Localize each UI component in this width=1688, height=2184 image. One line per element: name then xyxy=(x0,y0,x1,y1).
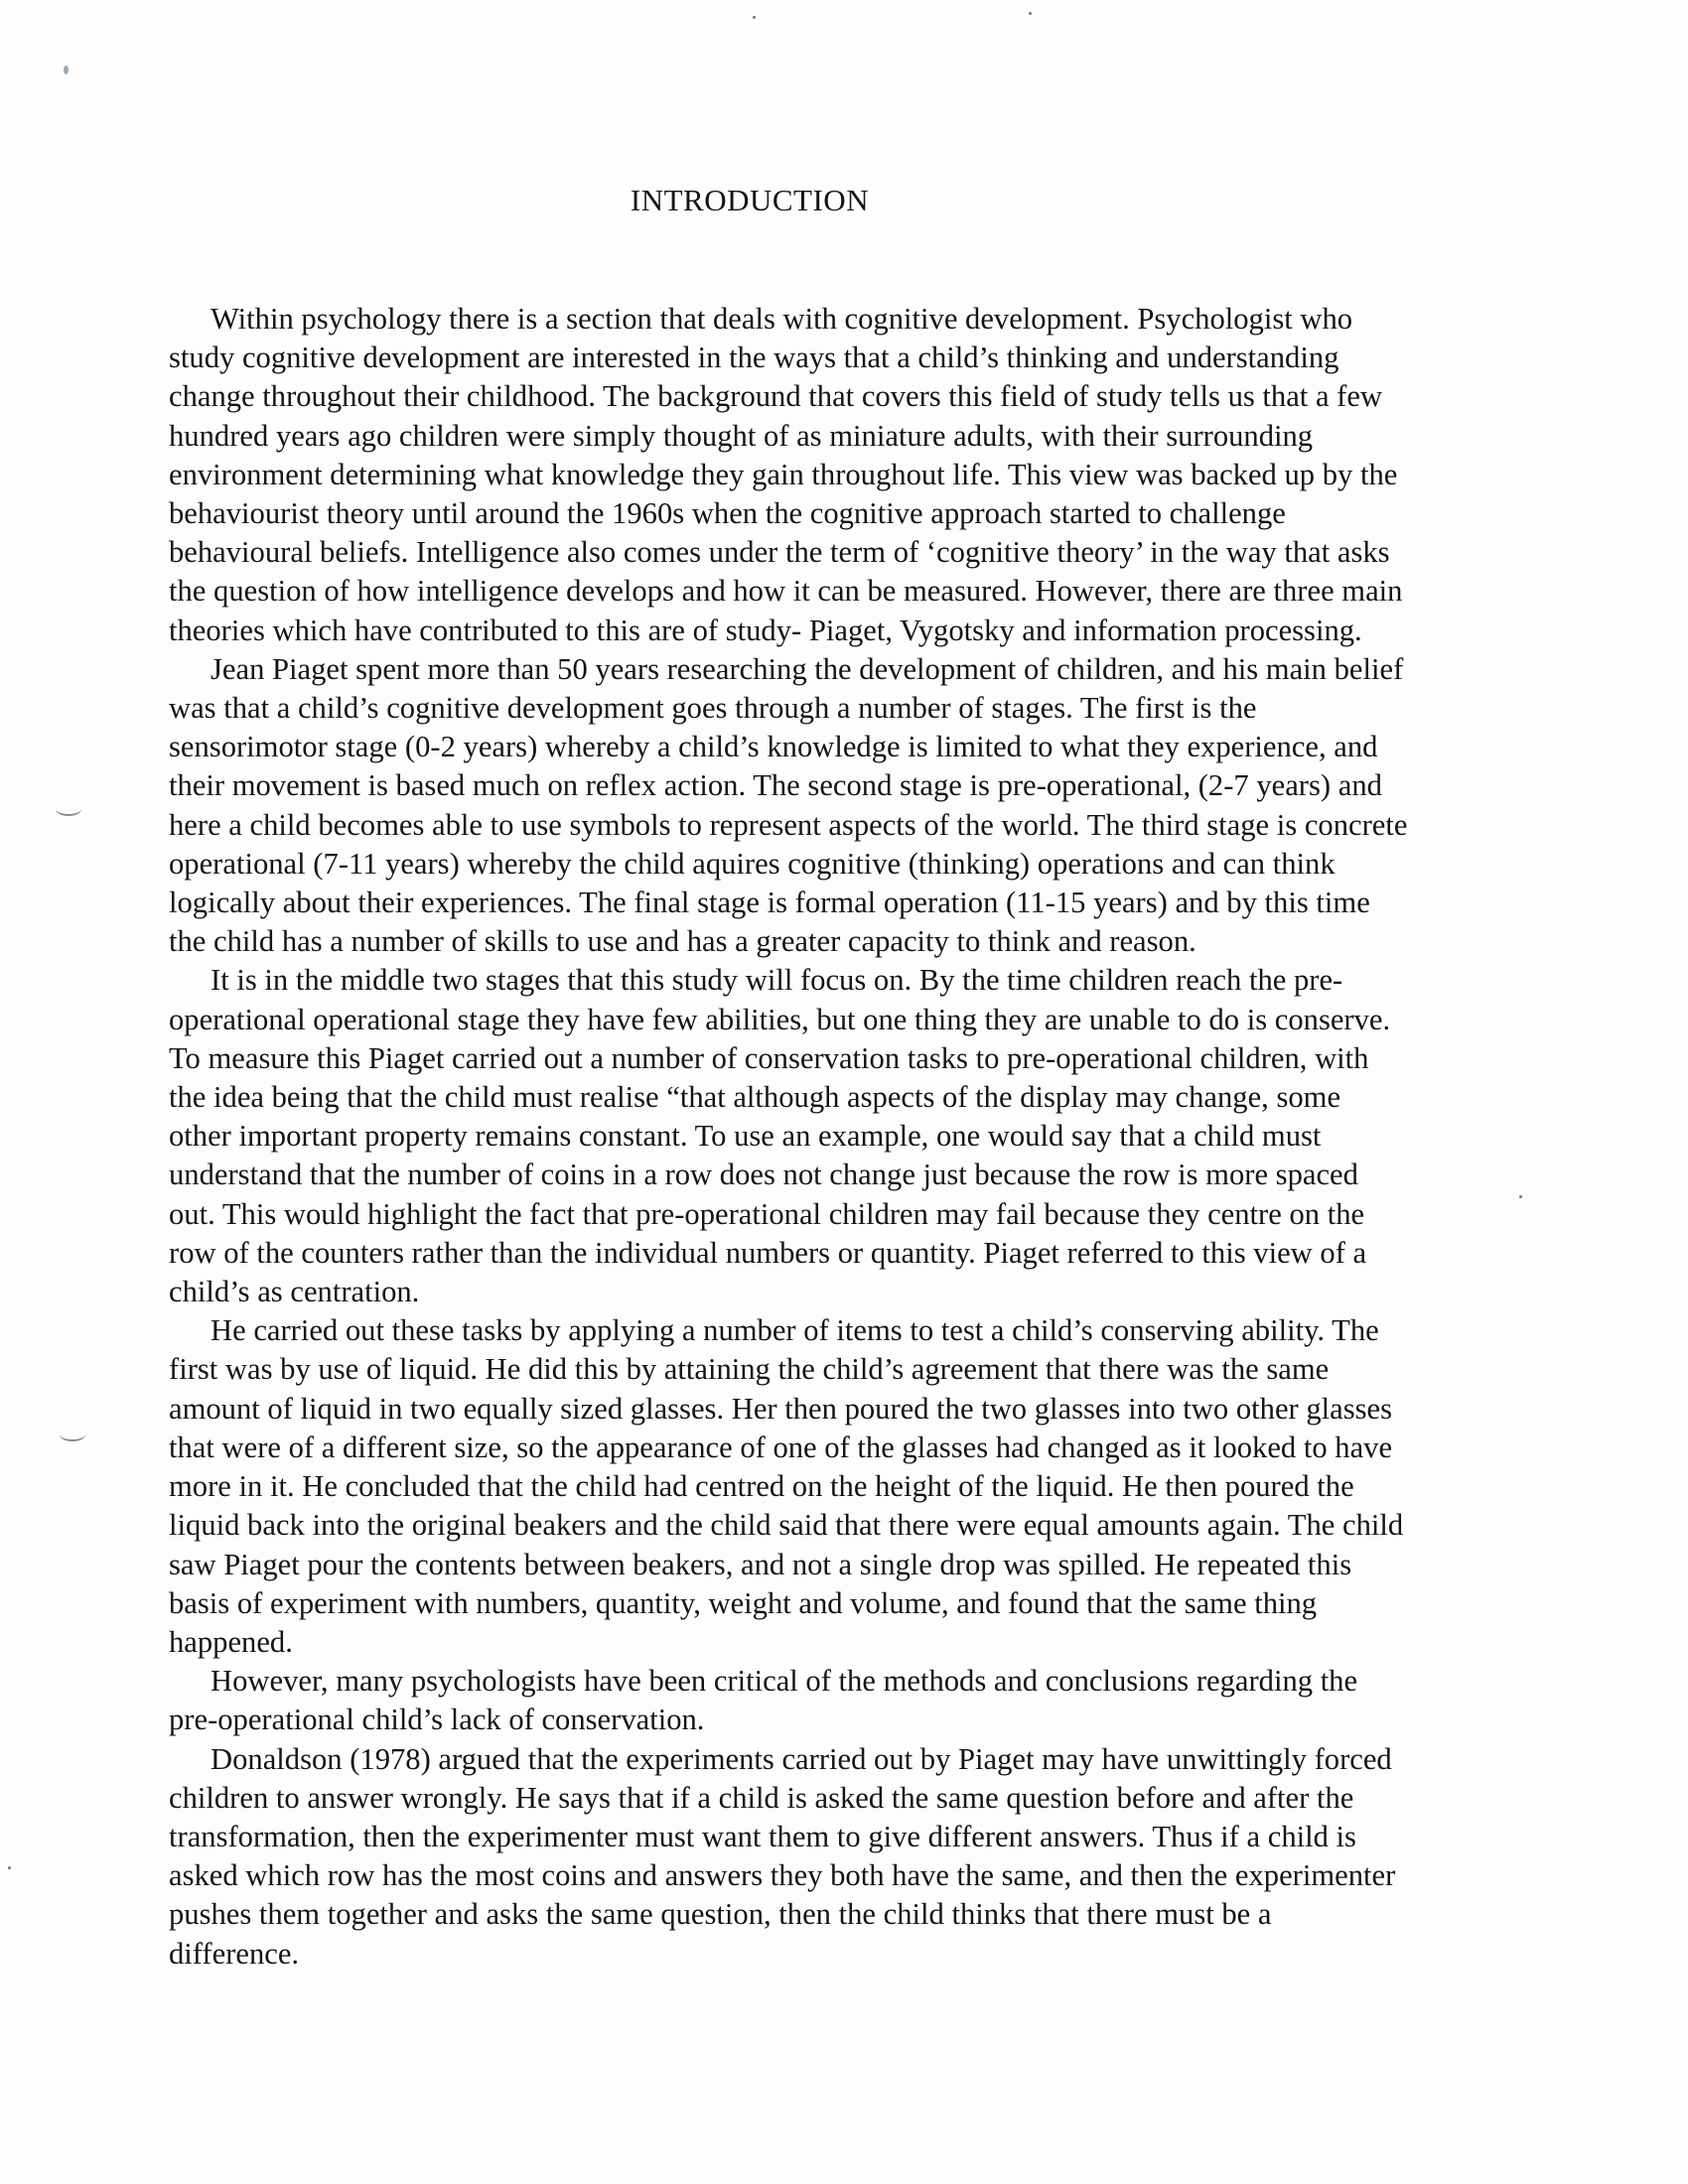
paragraph: Donaldson (1978) argued that the experiments carried out by Piaget may have unwittingly forced children to answer wrongly. He says that if a child is asked the same question before and after the transformation, then the experimenter must want them to give different answers. Thus if a child is asked which row has the most coins and answers they both have the same, and then the experimenter pushes them together and asks the same question, then the child thinks that there must be a difference. xyxy=(169,1741,1396,1971)
paragraph: It is in the middle two stages that this study will focus on. By the time children reach the pre-operational operational stage they have few abilities, but one thing they are unable to do is conserve. To measure this Piaget carried out a number of conservation tasks to pre-operational children, with the idea being that the child must realise “that although aspects of the display may change, some other important property remains constant. To use an example, one would say that a child must understand that the number of coins in a row does not change just because the row is more spaced out. This would highlight the fact that pre-operational children may fail because they centre on the row of the counters rather than the individual numbers or quantity. Piaget referred to this view of a child’s as centration. xyxy=(169,963,1391,1309)
scan-artifact-curve xyxy=(60,1428,85,1441)
scan-artifact-curve xyxy=(56,802,81,816)
paragraph: He carried out these tasks by applying a number of items to test a child’s conserving ability. The first was by use of liquid. He did this by attaining the child’s agreement that there was the same amount of liquid in two equally sized glasses. Her then poured the two glasses into two other glasses that were of a different size, so the appearance of one of the glasses had changed as it looked to have more in it. He concluded that the child had centred on the height of the liquid. He then poured the liquid back into the original beakers and the child said that there were equal amounts again. The child saw Piaget pour the contents between beakers, and not a single drop was spilled. He repeated this basis of experiment with numbers, quantity, weight and volume, and found that the same thing happened. xyxy=(169,1313,1404,1659)
paragraph: Jean Piaget spent more than 50 years researching the development of children, and his main belief was that a child’s cognitive development goes through a number of stages. The first is the sensorimotor stage (0-2 years) whereby a child’s knowledge is limited to what they experience, and their movement is based much on reflex action. The second stage is pre-operational, (2-7 years) and here a child becomes able to use symbols to represent aspects of the world. The third stage is concrete operational (7-11 years) whereby the child aquires cognitive (thinking) operations and can think logically about their experiences. The final stage is formal operation (11-15 years) and by this time the child has a number of skills to use and has a greater capacity to think and reason. xyxy=(169,651,1408,959)
paragraph: However, many psychologists have been critical of the methods and conclusions regarding the pre-operational child’s lack of conservation. xyxy=(169,1664,1358,1737)
scan-speck xyxy=(1519,1195,1522,1198)
body-text xyxy=(169,300,1408,1974)
scan-speck xyxy=(753,16,756,19)
page-title: INTRODUCTION xyxy=(630,183,870,217)
scan-speck xyxy=(1029,12,1032,15)
paragraph: Within psychology there is a section that deals with cognitive development. Psychologist who study cognitive development are interested in the ways that a child’s thinking and understanding change throughout their childhood. The background that covers this field of study tells us that a few hundred years ago children were simply thought of as miniature adults, with their surrounding environment determining what knowledge they gain throughout life. This view was backed up by the behaviourist theory until around the 1960s when the cognitive approach started to challenge behavioural beliefs. Intelligence also comes under the term of ‘cognitive theory’ in the way that asks the question of how intelligence develops and how it can be measured. However, there are three main theories which have contributed to this are of study- Piaget, Vygotsky and information processing. xyxy=(169,302,1403,647)
scan-speck xyxy=(8,1866,11,1869)
scan-speck xyxy=(64,66,69,74)
